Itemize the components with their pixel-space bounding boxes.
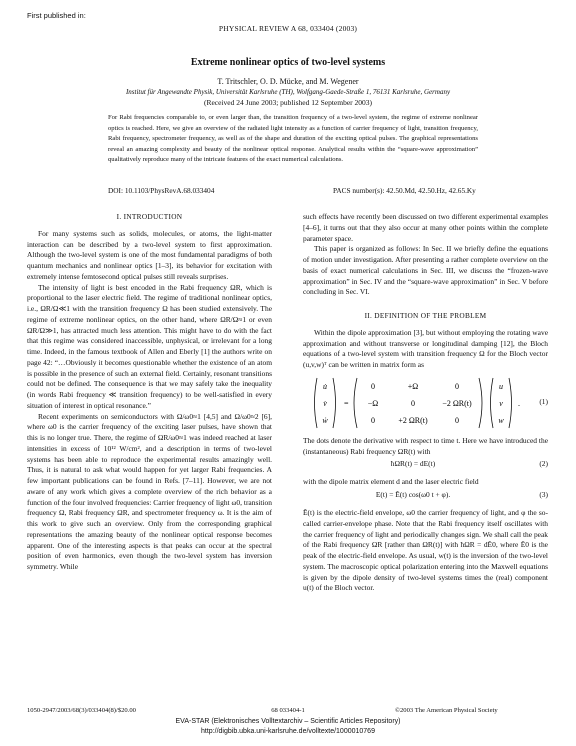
svg-text:=: =	[344, 398, 349, 408]
matrix-lhs-w: ẇ	[322, 415, 328, 425]
matrix-cell: −Ω	[367, 398, 379, 408]
pacs-numbers: PACS number(s): 42.50.Md, 42.50.Hz, 42.65.Ky	[333, 186, 476, 195]
equation-number: (3)	[539, 490, 548, 499]
paper-title: Extreme nonlinear optics of two-level systems	[190, 57, 386, 68]
abstract: For Rabi frequencies comparable to, or even larger than, the transition frequency of a two-level system, the regime of extreme nonlinear optics is reached. Here, we give an overview of the radiated light intensity as a function of carrier frequency of light, transition frequency, Rabi frequency, spectrometer frequency, as well as of the shape and duration of the exciting optical pulses. The graphical representations reveal an amazing complexity and beauty of the nonlinear optical response. Analytical results within the “square-wave approximation” qualitatively reproduce many of the intricate features of the exact numerical calculations.	[108, 114, 478, 164]
matrix-cell: +2 ΩR(t)	[398, 415, 428, 425]
equation-number: (1)	[539, 396, 548, 406]
equation-2	[303, 459, 548, 471]
footer-issn: 1050-2947/2003/68(3)/033404(8)/$20.00	[27, 707, 136, 714]
matrix-lhs-v: v̇	[323, 398, 327, 408]
paragraph: The intensity of light is best encoded in the Rabi frequency ΩR, which is proportional to the laser electric field. The regime of traditional nonlinear optics, i.e., ΩR/Ω≪1 with the transition frequency Ω has been studied extensively. The regime of extreme nonlinear optics, on the other hand, where ΩR/Ω≈1 or even ΩR/Ω≫1, has attracted much less attention. This might have to do with the fact that this regime was considered inaccessible, unphysical, or irrelevant for a long time. Indeed, in the famous textbook of Allen and Eberly [1] the authors write on page 42: “…Obviously it becomes questionable whether the existence of an atom is possible in the presence of such an external field. Certainly, resonant transitions could not be defined. The consequence is that we may safely take the inequality (in words Rabi frequency ≪ transition frequency) to be well-satisfied in every situation of interest in optical resonance.”	[27, 282, 272, 410]
paper-authors: T. Tritschler, O. D. Mücke, and M. Wegener	[217, 77, 359, 86]
matrix-rhs-v: v	[499, 398, 503, 408]
matrix-cell: 0	[411, 398, 415, 408]
footer-repository: EVA-STAR (Elektronisches Volltextarchiv – Scientific Articles Repository)	[175, 718, 401, 725]
paragraph: For many systems such as solids, molecules, or atoms, the light-matter interaction can be described by a two-level system to first approximation. Although the two-level system is one of the most fundamental paradigms of both quantum mechanics and nonlinear optics [1–3], its behavior for excitation with extremely intense femtosecond optical pulses still reveals surprises.	[27, 228, 272, 281]
matrix-cell: −2 ΩR(t)	[442, 398, 472, 408]
matrix-cell: 0	[371, 415, 375, 425]
right-column	[303, 212, 548, 594]
equation-1	[303, 375, 548, 431]
paragraph: Recent experiments on semiconductors with Ω/ω0≈1 [4,5] and Ω/ω0≈2 [6], where ω0 is the carrier frequency of the exciting laser pulses, have shown that this is no longer true. There, the regime of ΩR/ω0≈1 was indeed reached at laser intensities in excess of 10¹² W/cm², and a description in terms of two-level systems has been able to reproduce the experimental results amazingly well. Thus, it is natural to ask what would happen for yet larger Rabi frequencies. A few important publications can be found in Refs. [7–11]. However, we are not aware of any work which gives a complete overview of the rich behavior as a function of the four involved frequencies: Carrier frequency of light ω0, transition frequency Ω, Rabi frequency ΩR, and spectrometer frequency ω. It is the aim of this work to give such an overview. Only from the corresponding graphical representations the amazing beauty of the nonlinear optical response becomes apparent. One of the interesting aspects is that peaks can occur at the spectral position of even harmonics, even though the two-level system has inversion symmetry. While	[27, 411, 272, 571]
footer-url-link[interactable]: http://digbib.ubka.uni-karlsruhe.de/volltexte/1000010769	[201, 728, 375, 735]
matrix-rhs-u: u	[499, 381, 503, 391]
paragraph: with the dipole matrix element d and the laser electric field	[303, 477, 479, 487]
paragraph: Within the dipole approximation [3], but without employing the rotating wave approximation and without transverse or longitudinal damping [12], the Bloch equations of a two-level system with transition frequency Ω for the Bloch vector (u,v,w)ᵀ can be written in matrix form as	[303, 327, 548, 369]
matrix-cell: 0	[371, 381, 375, 391]
footer-copyright: ©2003 The American Physical Society	[395, 707, 498, 714]
equation-3	[303, 490, 548, 502]
matrix-lhs-u: u̇	[323, 381, 327, 391]
left-column	[27, 212, 272, 573]
first-published-label: First published in:	[27, 11, 86, 20]
paragraph: such effects have recently been discussed on two different experimental examples [4–6], it turns out that they also occur at many other points within the complete parameter space.	[303, 212, 548, 243]
section-heading-definition: II. DEFINITION OF THE PROBLEM	[364, 311, 487, 320]
journal-citation: PHYSICAL REVIEW A 68, 033404 (2003)	[218, 24, 358, 33]
paragraph: This paper is organized as follows: In Sec. II we briefly define the equations of motion under investigation. After presenting a rather complete overview on the basis of exact numerical calculations in Sec. III, we discuss the “frozen-wave approximation” in Sec. IV and the “square-wave approximation” in Sec. V before concluding in Sec. VI.	[303, 244, 548, 297]
equation-number: (2)	[539, 459, 548, 469]
matrix-cell: 0	[455, 381, 459, 391]
matrix-rhs-w: w	[498, 415, 504, 425]
author-affiliation: Institut für Angewandte Physik, Universität Karlsruhe (TH), Wolfgang-Gaede-Straße 1, 76131 Karlsruhe, Germany	[125, 88, 451, 96]
matrix-cell: 0	[455, 415, 459, 425]
paragraph: Ẽ(t) is the electric-field envelope, ω0 the carrier frequency of light, and φ the so-called carrier-envelope phase. Note that the Rabi frequency itself oscillates with the carrier frequency of light and periodically changes sign. We shall call the peak of the Rabi frequency ΩR [rather than ΩR(t)] with ħΩR = dẼ0, where Ẽ0 is the peak of the electric-field envelope. As usual, w(t) is the inversion of the two-level system. The macroscopic optical polarization entering into the Maxwell equations is given by the dipole density of two-level systems times the (real) component u(t) of the Bloch vector.	[303, 508, 548, 593]
matrix-cell: +Ω	[407, 381, 419, 391]
paragraph: The dots denote the derivative with respect to time t. Here we have introduced the (instantaneous) Rabi frequency ΩR(t) with	[303, 435, 548, 456]
equation-text: E(t) = Ẽ(t) cos(ω0 t + φ).	[375, 490, 451, 499]
publication-dates: (Received 24 June 2003; published 12 September 2003)	[203, 98, 373, 107]
doi-link[interactable]: DOI: 10.1103/PhysRevA.68.033404	[108, 186, 215, 195]
equation-text: ħΩR(t) = dE(t)	[390, 459, 436, 469]
section-heading-introduction: I. INTRODUCTION	[116, 212, 183, 221]
footer-page-number: 68 033404-1	[271, 707, 305, 714]
svg-text:.: .	[518, 398, 520, 408]
bloch-matrix-equation	[311, 375, 526, 431]
